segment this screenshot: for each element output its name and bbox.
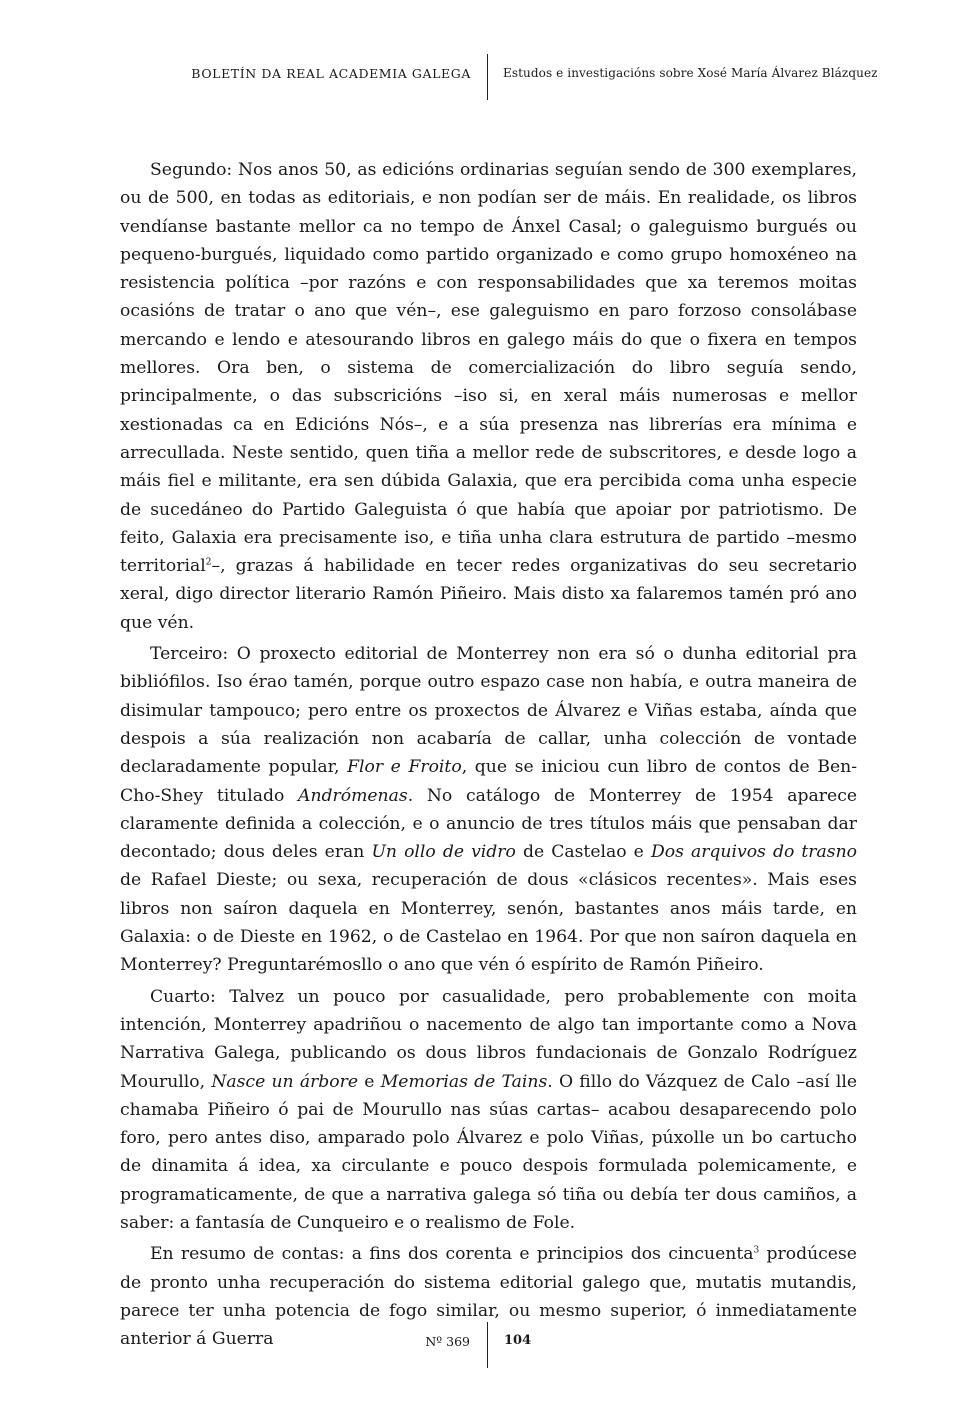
page-number: 104 [504, 1333, 532, 1348]
book-title: Andrómenas [298, 785, 408, 806]
paragraph-text: prodúcese de pronto unha recuperación do sistema editorial galego que, mutatis mutandis, parece ter unha potencia de fogo similar, ou mesmo superior, ó inmediatamente anterior á Guerra [120, 1244, 857, 1350]
paragraph-text: . No catálogo de Monterrey de 1954 aparece claramente definida a colección, e o anuncio de tres títulos máis que pensaban dar decontado; dous deles eran [120, 785, 857, 863]
paragraph-text: En resumo de contas: a fins dos corenta e principios dos cincuenta [150, 1244, 754, 1265]
footnote-marker[interactable]: 2 [205, 557, 212, 568]
paragraph-cuarto [120, 983, 857, 1238]
book-title: Nasce un árbore [211, 1071, 359, 1092]
paragraph-text: de Castelao e [515, 842, 651, 863]
article-body [120, 156, 857, 1353]
paragraph-text: , que se iniciou cun libro de contos de Ben-Cho-Shey titulado [120, 757, 857, 806]
journal-title: BOLETÍN DA REAL ACADEMIA GALEGA [191, 66, 471, 81]
book-title: Un ollo de vidro [371, 842, 516, 863]
page-footer [0, 1322, 975, 1370]
issue-number: Nº 369 [425, 1334, 470, 1349]
book-title: Dos arquivos do trasno [650, 842, 857, 863]
paragraph-text: de Rafael Dieste; ou sexa, recuperación de dous «clásicos recentes». Mais eses libros non saíron daquela en Monterrey, senón, bastantes anos máis tarde, en Galaxia: o de Dieste en 1962, o de Castelao en 1964. Por que non saíron daquela en Monterrey? Preguntarémosllo o ano que vén ó espírito de Ramón Piñeiro. [120, 870, 857, 976]
paragraph-terceiro [120, 640, 857, 980]
paragraph-text: –, grazas á habilidade en tecer redes organizativas do seu secretario xeral, digo director literario Ramón Piñeiro. Mais disto xa falaremos tamén pró ano que vén. [120, 556, 857, 633]
book-title: Flor e Froito [347, 757, 462, 778]
footer-divider [487, 1322, 488, 1368]
header-divider [487, 54, 488, 100]
paragraph-text: Cuarto: Talvez un pouco por casualidade, pero probablemente con moita intención, Monterrey apadriñou o nacemento de algo tan importante como a Nova Narrativa Galega, publicando os dous libros fundacionais de Gonzalo Rodríguez Mourullo, [120, 986, 857, 1092]
book-title: Memorias de Tains [380, 1071, 548, 1092]
footnote-marker[interactable]: 3 [753, 1245, 760, 1256]
paragraph-text: Terceiro: O proxecto editorial de Monterrey non era só o dunha editorial pra bibliófilos. Iso érao tamén, porque outro espazo case non había, e outra maneira de disimular tampouco; pero entre os proxectos de Álvarez e Viñas estaba, aínda que despois a súa realización non acabaría de callar, unha colección de vontade declaradamente popular, [120, 644, 857, 778]
paragraph-text: e [358, 1071, 381, 1092]
running-header [0, 46, 975, 102]
paragraph-text: Segundo: Nos anos 50, as edicións ordinarias seguían sendo de 300 exemplares, ou de 500, en todas as editoriais, e non podían ser de máis. En realidade, os libros vendíanse bastante mellor ca no tempo de Ánxel Casal; o galeguismo burgués ou pequeno-burgués, liquidado como partido organizado e como grupo homoxéneo na resistencia política –por razóns e con responsabilidades que xa teremos moitas ocasións de tratar o ano que vén–, ese galeguismo en paro forzoso consolábase mercando e lendo e atesourando libros en galego máis do que o fixera en tempos mellores. Ora ben, o sistema de comercialización do libro seguía sendo, principalmente, o das subscricións –iso si, en xeral máis numerosas e mellor xestionadas ca en Edicións Nós–, e a súa presenza nas librerías era mínima e arrecullada. Neste sentido, quen tiña a mellor rede de subscritores, e desde logo a máis fiel e militante, era sen dúbida Galaxia, que era percibida coma unha especie de sucedáneo do Partido Galeguista ó que había que apoiar por patriotismo. De feito, Galaxia era precisamente iso, e tiña unha clara estrutura de partido –mesmo territorial [120, 160, 857, 577]
paragraph-segundo [120, 156, 857, 637]
section-title: Estudos e investigacións sobre Xosé María Álvarez Blázquez [503, 66, 878, 80]
paragraph-text: . O fillo do Vázquez de Calo –así lle chamaba Piñeiro ó pai de Mourullo nas súas cartas– acabou desaparecendo polo foro, pero antes diso, amparado polo Álvarez e polo Viñas, púxolle un bo cartucho de dinamita á idea, xa circulante e pouco despois formulada polemicamente, e programaticamente, de que a narrativa galega só tiña ou debía ter dous camiños, a saber: a fantasía de Cunqueiro e o realismo de Fole. [120, 1071, 857, 1233]
